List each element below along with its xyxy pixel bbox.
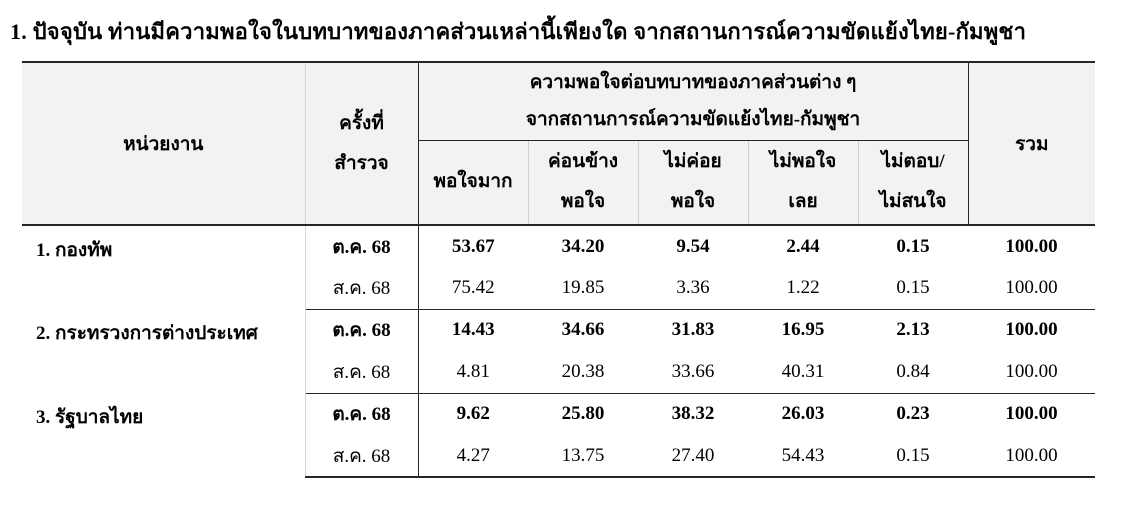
agency-cell: 1. กองทัพ: [22, 225, 305, 309]
header-group-line1: ความพอใจต่อบทบาทของภาคส่วนต่าง ๆ: [529, 72, 857, 94]
value-cell: 9.54: [638, 225, 748, 267]
value-cell: 0.15: [858, 267, 968, 309]
agency-cell: 3. รัฐบาลไทย: [22, 393, 305, 477]
value-cell: 75.42: [418, 267, 528, 309]
header-group-line2: จากสถานการณ์ความขัดแย้งไทย-กัมพูชา: [525, 109, 861, 131]
value-cell: 54.43: [748, 435, 858, 477]
satisfaction-table: [22, 61, 1095, 478]
total-cell: 100.00: [968, 309, 1095, 351]
survey-round-cell: ส.ค. 68: [305, 435, 418, 477]
subheader-line2: ไม่สนใจ: [879, 191, 947, 213]
subheader-line2: พอใจ: [670, 191, 716, 213]
header-not-satisfied: [748, 140, 858, 225]
value-cell: 34.66: [528, 309, 638, 351]
survey-round-cell: ส.ค. 68: [305, 267, 418, 309]
value-cell: 33.66: [638, 351, 748, 393]
value-cell: 34.20: [528, 225, 638, 267]
value-cell: 19.85: [528, 267, 638, 309]
value-cell: 40.31: [748, 351, 858, 393]
subheader-line1: ไม่พอใจ: [769, 151, 837, 173]
survey-round-cell: ต.ค. 68: [305, 393, 418, 435]
subheader-line1: ค่อนข้าง: [547, 151, 619, 173]
subheader-line2: พอใจ: [560, 191, 606, 213]
value-cell: 16.95: [748, 309, 858, 351]
table-row: [22, 393, 1095, 435]
value-cell: 0.84: [858, 351, 968, 393]
subheader-line1: ไม่ค่อย: [664, 151, 722, 173]
header-not-very-satisfied: [638, 140, 748, 225]
header-no-answer: [858, 140, 968, 225]
question-title: 1. ปัจจุบัน ท่านมีความพอใจในบทบาทของภาคส่วนเหล่านี้เพียงใด จากสถานการณ์ความขัดแย้งไทย-กัมพูชา: [10, 19, 1027, 44]
subheader-line1: พอใจมาก: [433, 171, 513, 193]
value-cell: 3.36: [638, 267, 748, 309]
table-row: [22, 309, 1095, 351]
total-cell: 100.00: [968, 267, 1095, 309]
value-cell: 13.75: [528, 435, 638, 477]
header-survey-line2: สำรวจ: [334, 152, 389, 174]
header-total: รวม: [968, 62, 1095, 225]
value-cell: 1.22: [748, 267, 858, 309]
table-row: [22, 225, 1095, 267]
total-cell: 100.00: [968, 225, 1095, 267]
header-very-satisfied: [418, 140, 528, 225]
agency-cell: 2. กระทรวงการต่างประเทศ: [22, 309, 305, 393]
table-header: [22, 62, 1095, 225]
value-cell: 4.27: [418, 435, 528, 477]
value-cell: 38.32: [638, 393, 748, 435]
value-cell: 53.67: [418, 225, 528, 267]
header-satisfaction-group: [418, 62, 968, 140]
header-survey-line1: ครั้งที่: [339, 112, 384, 134]
value-cell: 31.83: [638, 309, 748, 351]
value-cell: 2.44: [748, 225, 858, 267]
total-cell: 100.00: [968, 435, 1095, 477]
total-cell: 100.00: [968, 393, 1095, 435]
value-cell: 0.15: [858, 225, 968, 267]
header-agency: หน่วยงาน: [22, 62, 305, 225]
subheader-line2: เลย: [788, 191, 818, 213]
value-cell: 27.40: [638, 435, 748, 477]
header-survey-round: [305, 62, 418, 225]
total-cell: 100.00: [968, 351, 1095, 393]
value-cell: 14.43: [418, 309, 528, 351]
survey-round-cell: ต.ค. 68: [305, 309, 418, 351]
value-cell: 0.15: [858, 435, 968, 477]
subheader-line1: ไม่ตอบ/: [881, 151, 945, 173]
value-cell: 9.62: [418, 393, 528, 435]
value-cell: 0.23: [858, 393, 968, 435]
value-cell: 25.80: [528, 393, 638, 435]
value-cell: 20.38: [528, 351, 638, 393]
value-cell: 2.13: [858, 309, 968, 351]
table-body: [22, 225, 1095, 477]
survey-round-cell: ต.ค. 68: [305, 225, 418, 267]
value-cell: 4.81: [418, 351, 528, 393]
header-somewhat-satisfied: [528, 140, 638, 225]
survey-round-cell: ส.ค. 68: [305, 351, 418, 393]
value-cell: 26.03: [748, 393, 858, 435]
